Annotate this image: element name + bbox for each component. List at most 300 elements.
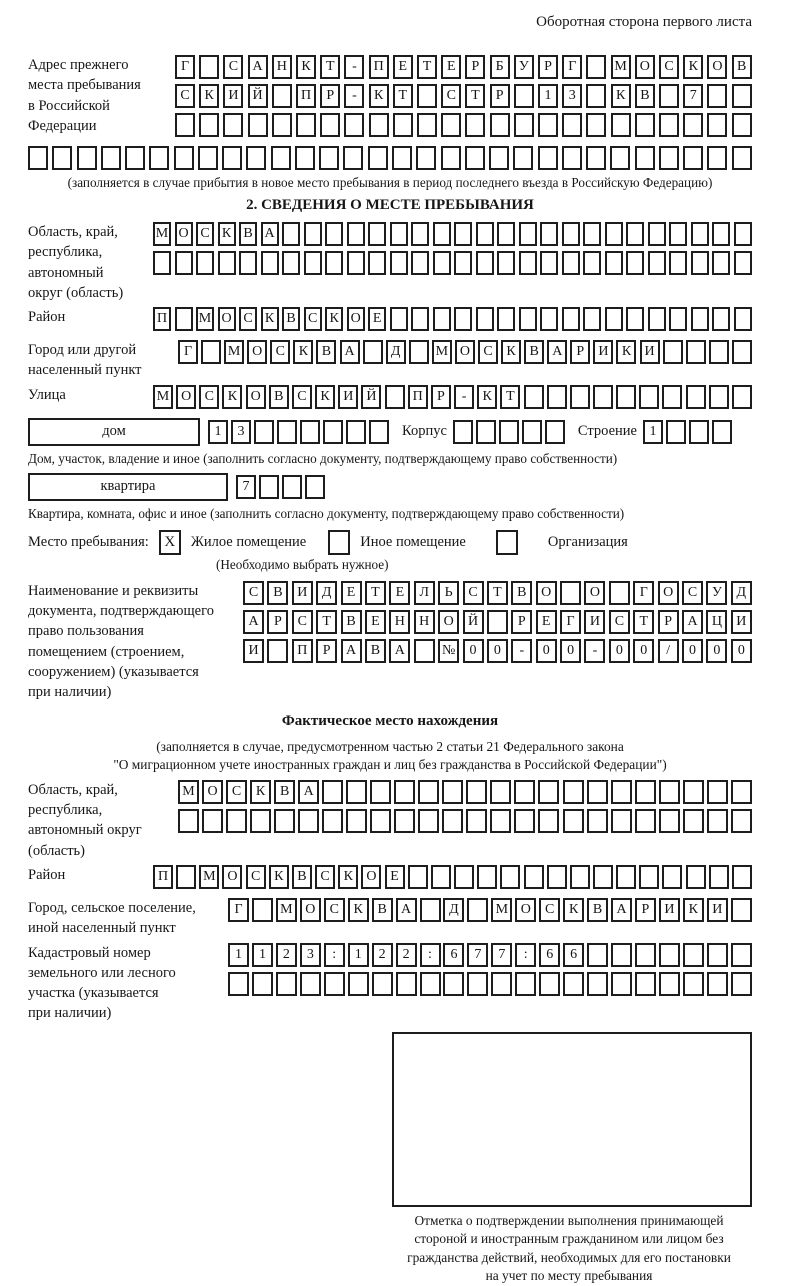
char-cell[interactable]: Н xyxy=(389,610,410,634)
char-cell[interactable] xyxy=(734,307,752,331)
char-cell[interactable]: Е xyxy=(393,55,413,79)
char-cell[interactable] xyxy=(514,84,534,108)
char-cell[interactable]: О xyxy=(175,222,193,246)
char-cell[interactable]: 1 xyxy=(252,943,273,967)
char-cell[interactable] xyxy=(562,307,580,331)
char-cell[interactable] xyxy=(476,222,494,246)
char-cell[interactable] xyxy=(611,809,632,833)
char-cell[interactable] xyxy=(586,113,606,137)
char-cell[interactable] xyxy=(198,146,218,170)
char-cell[interactable]: С xyxy=(609,610,630,634)
char-cell[interactable] xyxy=(586,55,606,79)
char-cell[interactable]: В xyxy=(292,865,312,889)
char-cell[interactable]: О xyxy=(218,307,236,331)
char-cell[interactable] xyxy=(524,865,544,889)
char-cell[interactable] xyxy=(325,251,343,275)
char-cell[interactable] xyxy=(324,972,345,996)
char-cell[interactable] xyxy=(414,639,435,663)
char-cell[interactable]: 0 xyxy=(682,639,703,663)
char-cell[interactable]: М xyxy=(153,222,171,246)
char-cell[interactable] xyxy=(490,809,511,833)
char-cell[interactable]: 0 xyxy=(609,639,630,663)
char-cell[interactable] xyxy=(267,639,288,663)
char-cell[interactable]: М xyxy=(491,898,512,922)
char-cell[interactable]: С xyxy=(199,385,219,409)
char-cell[interactable]: И xyxy=(593,340,613,364)
char-cell[interactable]: Р xyxy=(570,340,590,364)
char-cell[interactable]: 0 xyxy=(487,639,508,663)
char-cell[interactable] xyxy=(393,113,413,137)
char-cell[interactable] xyxy=(346,809,367,833)
char-cell[interactable] xyxy=(409,340,429,364)
char-cell[interactable] xyxy=(519,251,537,275)
char-cell[interactable]: К xyxy=(199,84,219,108)
char-cell[interactable] xyxy=(587,809,608,833)
residential-checkbox[interactable]: X xyxy=(159,530,181,555)
char-cell[interactable]: К xyxy=(616,340,636,364)
char-cell[interactable] xyxy=(522,420,542,444)
char-cell[interactable] xyxy=(454,222,472,246)
char-cell[interactable] xyxy=(372,972,393,996)
char-cell[interactable]: А xyxy=(547,340,567,364)
char-cell[interactable]: У xyxy=(514,55,534,79)
char-cell[interactable]: Л xyxy=(414,581,435,605)
char-cell[interactable]: П xyxy=(369,55,389,79)
char-cell[interactable] xyxy=(199,113,219,137)
char-cell[interactable]: О xyxy=(176,385,196,409)
char-cell[interactable]: А xyxy=(341,639,362,663)
char-cell[interactable] xyxy=(691,307,709,331)
char-cell[interactable] xyxy=(731,972,752,996)
char-cell[interactable] xyxy=(277,420,297,444)
char-cell[interactable]: К xyxy=(501,340,521,364)
char-cell[interactable] xyxy=(178,809,199,833)
char-cell[interactable] xyxy=(477,865,497,889)
char-cell[interactable] xyxy=(344,113,364,137)
char-cell[interactable] xyxy=(731,809,752,833)
char-cell[interactable]: С xyxy=(539,898,560,922)
char-cell[interactable] xyxy=(274,809,295,833)
char-cell[interactable] xyxy=(408,865,428,889)
char-cell[interactable]: В xyxy=(365,639,386,663)
char-cell[interactable] xyxy=(709,385,729,409)
char-cell[interactable]: Ц xyxy=(706,610,727,634)
char-cell[interactable] xyxy=(417,113,437,137)
char-cell[interactable] xyxy=(418,809,439,833)
char-cell[interactable]: М xyxy=(199,865,219,889)
char-cell[interactable]: Р xyxy=(538,55,558,79)
char-cell[interactable] xyxy=(648,307,666,331)
char-cell[interactable] xyxy=(662,865,682,889)
char-cell[interactable] xyxy=(305,475,325,499)
char-cell[interactable] xyxy=(538,146,558,170)
char-cell[interactable]: О xyxy=(361,865,381,889)
char-cell[interactable] xyxy=(454,251,472,275)
char-cell[interactable]: С xyxy=(292,385,312,409)
char-cell[interactable]: Г xyxy=(178,340,198,364)
char-cell[interactable] xyxy=(259,475,279,499)
char-cell[interactable] xyxy=(712,251,730,275)
char-cell[interactable]: 1 xyxy=(538,84,558,108)
char-cell[interactable] xyxy=(348,972,369,996)
char-cell[interactable]: № xyxy=(438,639,459,663)
char-cell[interactable] xyxy=(304,251,322,275)
char-cell[interactable] xyxy=(228,972,249,996)
char-cell[interactable] xyxy=(732,385,752,409)
char-cell[interactable] xyxy=(254,420,274,444)
char-cell[interactable]: О xyxy=(515,898,536,922)
char-cell[interactable]: А xyxy=(611,898,632,922)
char-cell[interactable]: Т xyxy=(500,385,520,409)
char-cell[interactable] xyxy=(271,146,291,170)
char-cell[interactable]: Т xyxy=(320,55,340,79)
char-cell[interactable] xyxy=(420,972,441,996)
char-cell[interactable] xyxy=(659,113,679,137)
char-cell[interactable]: К xyxy=(222,385,242,409)
char-cell[interactable] xyxy=(28,146,48,170)
char-cell[interactable]: И xyxy=(640,340,660,364)
char-cell[interactable] xyxy=(411,251,429,275)
char-cell[interactable] xyxy=(363,340,383,364)
char-cell[interactable] xyxy=(101,146,121,170)
char-cell[interactable] xyxy=(611,972,632,996)
char-cell[interactable] xyxy=(417,84,437,108)
char-cell[interactable] xyxy=(538,113,558,137)
char-cell[interactable] xyxy=(368,222,386,246)
char-cell[interactable]: Д xyxy=(316,581,337,605)
char-cell[interactable] xyxy=(323,420,343,444)
char-cell[interactable]: И xyxy=(731,610,752,634)
char-cell[interactable] xyxy=(443,972,464,996)
char-cell[interactable]: К xyxy=(325,307,343,331)
char-cell[interactable] xyxy=(500,865,520,889)
char-cell[interactable]: 6 xyxy=(443,943,464,967)
char-cell[interactable] xyxy=(663,340,683,364)
char-cell[interactable] xyxy=(272,84,292,108)
char-cell[interactable]: Е xyxy=(536,610,557,634)
char-cell[interactable] xyxy=(202,809,223,833)
char-cell[interactable]: О xyxy=(584,581,605,605)
char-cell[interactable] xyxy=(77,146,97,170)
char-cell[interactable] xyxy=(490,780,511,804)
char-cell[interactable]: С xyxy=(246,865,266,889)
char-cell[interactable] xyxy=(176,865,196,889)
char-cell[interactable]: А xyxy=(248,55,268,79)
char-cell[interactable]: М xyxy=(196,307,214,331)
char-cell[interactable] xyxy=(252,972,273,996)
char-cell[interactable]: Е xyxy=(441,55,461,79)
char-cell[interactable] xyxy=(626,222,644,246)
char-cell[interactable] xyxy=(442,780,463,804)
char-cell[interactable] xyxy=(611,943,632,967)
char-cell[interactable] xyxy=(570,865,590,889)
char-cell[interactable] xyxy=(491,972,512,996)
char-cell[interactable]: В xyxy=(524,340,544,364)
char-cell[interactable] xyxy=(712,307,730,331)
char-cell[interactable] xyxy=(282,475,302,499)
char-cell[interactable]: К xyxy=(269,865,289,889)
char-cell[interactable]: В xyxy=(274,780,295,804)
char-cell[interactable]: М xyxy=(224,340,244,364)
char-cell[interactable] xyxy=(431,865,451,889)
char-cell[interactable] xyxy=(639,385,659,409)
char-cell[interactable] xyxy=(562,113,582,137)
char-cell[interactable] xyxy=(196,251,214,275)
char-cell[interactable]: А xyxy=(261,222,279,246)
char-cell[interactable]: - xyxy=(344,55,364,79)
char-cell[interactable] xyxy=(563,972,584,996)
char-cell[interactable] xyxy=(441,113,461,137)
char-cell[interactable] xyxy=(635,972,656,996)
organization-checkbox[interactable] xyxy=(496,530,518,555)
char-cell[interactable]: - xyxy=(584,639,605,663)
char-cell[interactable]: С xyxy=(226,780,247,804)
char-cell[interactable]: О xyxy=(455,340,475,364)
char-cell[interactable] xyxy=(454,307,472,331)
char-cell[interactable] xyxy=(734,251,752,275)
char-cell[interactable] xyxy=(454,865,474,889)
char-cell[interactable]: 3 xyxy=(231,420,251,444)
char-cell[interactable] xyxy=(282,222,300,246)
char-cell[interactable]: П xyxy=(292,639,313,663)
char-cell[interactable] xyxy=(490,113,510,137)
char-cell[interactable]: П xyxy=(408,385,428,409)
char-cell[interactable]: 0 xyxy=(560,639,581,663)
char-cell[interactable] xyxy=(295,146,315,170)
char-cell[interactable] xyxy=(666,420,686,444)
char-cell[interactable]: В xyxy=(282,307,300,331)
char-cell[interactable] xyxy=(418,780,439,804)
char-cell[interactable]: 2 xyxy=(372,943,393,967)
char-cell[interactable]: 3 xyxy=(562,84,582,108)
char-cell[interactable] xyxy=(322,780,343,804)
char-cell[interactable] xyxy=(545,420,565,444)
char-cell[interactable]: А xyxy=(389,639,410,663)
char-cell[interactable]: Р xyxy=(490,84,510,108)
char-cell[interactable] xyxy=(731,898,752,922)
char-cell[interactable] xyxy=(497,307,515,331)
char-cell[interactable]: Р xyxy=(431,385,451,409)
char-cell[interactable] xyxy=(731,943,752,967)
char-cell[interactable] xyxy=(368,146,388,170)
char-cell[interactable] xyxy=(732,865,752,889)
char-cell[interactable] xyxy=(201,340,221,364)
char-cell[interactable] xyxy=(515,972,536,996)
char-cell[interactable] xyxy=(276,972,297,996)
char-cell[interactable] xyxy=(611,780,632,804)
char-cell[interactable] xyxy=(441,146,461,170)
char-cell[interactable]: К xyxy=(683,898,704,922)
char-cell[interactable] xyxy=(635,113,655,137)
char-cell[interactable] xyxy=(587,943,608,967)
char-cell[interactable] xyxy=(465,113,485,137)
char-cell[interactable]: К xyxy=(477,385,497,409)
char-cell[interactable] xyxy=(686,385,706,409)
char-cell[interactable]: О xyxy=(438,610,459,634)
char-cell[interactable]: Й xyxy=(361,385,381,409)
char-cell[interactable]: В xyxy=(511,581,532,605)
char-cell[interactable]: С xyxy=(223,55,243,79)
char-cell[interactable]: С xyxy=(196,222,214,246)
char-cell[interactable] xyxy=(250,809,271,833)
char-cell[interactable]: О xyxy=(536,581,557,605)
char-cell[interactable] xyxy=(593,385,613,409)
char-cell[interactable]: В xyxy=(341,610,362,634)
char-cell[interactable]: Р xyxy=(465,55,485,79)
char-cell[interactable] xyxy=(609,581,630,605)
char-cell[interactable] xyxy=(466,809,487,833)
char-cell[interactable]: Т xyxy=(487,581,508,605)
char-cell[interactable] xyxy=(659,943,680,967)
char-cell[interactable] xyxy=(369,420,389,444)
char-cell[interactable] xyxy=(586,84,606,108)
char-cell[interactable] xyxy=(175,251,193,275)
char-cell[interactable]: О xyxy=(246,385,266,409)
char-cell[interactable]: С xyxy=(682,581,703,605)
char-cell[interactable] xyxy=(487,610,508,634)
char-cell[interactable]: С xyxy=(659,55,679,79)
char-cell[interactable] xyxy=(611,113,631,137)
char-cell[interactable] xyxy=(626,251,644,275)
char-cell[interactable]: У xyxy=(706,581,727,605)
char-cell[interactable]: Е xyxy=(389,581,410,605)
char-cell[interactable] xyxy=(304,222,322,246)
char-cell[interactable] xyxy=(433,251,451,275)
char-cell[interactable] xyxy=(562,251,580,275)
char-cell[interactable]: А xyxy=(243,610,264,634)
char-cell[interactable]: К xyxy=(218,222,236,246)
char-cell[interactable]: Е xyxy=(341,581,362,605)
char-cell[interactable]: А xyxy=(340,340,360,364)
char-cell[interactable] xyxy=(686,340,706,364)
char-cell[interactable] xyxy=(199,55,219,79)
char-cell[interactable]: К xyxy=(563,898,584,922)
char-cell[interactable]: Д xyxy=(443,898,464,922)
char-cell[interactable]: Т xyxy=(633,610,654,634)
char-cell[interactable]: 7 xyxy=(491,943,512,967)
char-cell[interactable]: К xyxy=(611,84,631,108)
char-cell[interactable] xyxy=(648,251,666,275)
char-cell[interactable] xyxy=(635,146,655,170)
char-cell[interactable]: О xyxy=(247,340,267,364)
char-cell[interactable] xyxy=(416,146,436,170)
char-cell[interactable]: 1 xyxy=(643,420,663,444)
char-cell[interactable]: Н xyxy=(272,55,292,79)
char-cell[interactable] xyxy=(659,972,680,996)
char-cell[interactable]: М xyxy=(611,55,631,79)
char-cell[interactable]: Г xyxy=(175,55,195,79)
char-cell[interactable]: 2 xyxy=(396,943,417,967)
char-cell[interactable] xyxy=(514,809,535,833)
char-cell[interactable]: М xyxy=(178,780,199,804)
char-cell[interactable] xyxy=(52,146,72,170)
char-cell[interactable] xyxy=(370,780,391,804)
char-cell[interactable]: А xyxy=(396,898,417,922)
char-cell[interactable] xyxy=(411,307,429,331)
char-cell[interactable] xyxy=(712,420,732,444)
char-cell[interactable] xyxy=(226,809,247,833)
char-cell[interactable]: Д xyxy=(731,581,752,605)
char-cell[interactable]: Н xyxy=(414,610,435,634)
char-cell[interactable]: Е xyxy=(385,865,405,889)
char-cell[interactable]: С xyxy=(292,610,313,634)
char-cell[interactable]: К xyxy=(683,55,703,79)
char-cell[interactable] xyxy=(394,809,415,833)
char-cell[interactable]: / xyxy=(658,639,679,663)
char-cell[interactable]: И xyxy=(292,581,313,605)
char-cell[interactable] xyxy=(442,809,463,833)
char-cell[interactable]: О xyxy=(347,307,365,331)
char-cell[interactable] xyxy=(346,420,366,444)
char-cell[interactable]: К xyxy=(338,865,358,889)
char-cell[interactable]: И xyxy=(659,898,680,922)
char-cell[interactable]: Г xyxy=(562,55,582,79)
char-cell[interactable]: М xyxy=(276,898,297,922)
char-cell[interactable]: Т xyxy=(365,581,386,605)
char-cell[interactable] xyxy=(239,251,257,275)
char-cell[interactable] xyxy=(732,146,752,170)
char-cell[interactable]: 1 xyxy=(208,420,228,444)
char-cell[interactable] xyxy=(298,809,319,833)
char-cell[interactable] xyxy=(540,251,558,275)
char-cell[interactable] xyxy=(563,780,584,804)
char-cell[interactable] xyxy=(593,865,613,889)
char-cell[interactable] xyxy=(635,780,656,804)
char-cell[interactable] xyxy=(272,113,292,137)
char-cell[interactable]: 0 xyxy=(731,639,752,663)
char-cell[interactable] xyxy=(562,222,580,246)
char-cell[interactable] xyxy=(689,420,709,444)
char-cell[interactable] xyxy=(343,146,363,170)
char-cell[interactable]: С xyxy=(243,581,264,605)
char-cell[interactable]: С xyxy=(478,340,498,364)
char-cell[interactable]: С xyxy=(441,84,461,108)
char-cell[interactable]: Р xyxy=(267,610,288,634)
char-cell[interactable] xyxy=(489,146,509,170)
char-cell[interactable] xyxy=(149,146,169,170)
char-cell[interactable]: И xyxy=(223,84,243,108)
char-cell[interactable]: : xyxy=(515,943,536,967)
char-cell[interactable] xyxy=(385,385,405,409)
char-cell[interactable] xyxy=(392,146,412,170)
char-cell[interactable]: В xyxy=(316,340,336,364)
char-cell[interactable]: - xyxy=(344,84,364,108)
char-cell[interactable] xyxy=(712,222,730,246)
char-cell[interactable] xyxy=(390,251,408,275)
char-cell[interactable] xyxy=(261,251,279,275)
char-cell[interactable]: И xyxy=(243,639,264,663)
char-cell[interactable]: О xyxy=(635,55,655,79)
char-cell[interactable]: М xyxy=(432,340,452,364)
char-cell[interactable] xyxy=(731,780,752,804)
char-cell[interactable] xyxy=(691,251,709,275)
char-cell[interactable] xyxy=(587,780,608,804)
char-cell[interactable] xyxy=(248,113,268,137)
char-cell[interactable]: О xyxy=(202,780,223,804)
char-cell[interactable] xyxy=(707,972,728,996)
char-cell[interactable]: 2 xyxy=(276,943,297,967)
char-cell[interactable]: - xyxy=(454,385,474,409)
char-cell[interactable] xyxy=(707,943,728,967)
other-premises-checkbox[interactable] xyxy=(328,530,350,555)
char-cell[interactable]: 6 xyxy=(539,943,560,967)
char-cell[interactable] xyxy=(497,222,515,246)
char-cell[interactable] xyxy=(540,307,558,331)
char-cell[interactable] xyxy=(659,809,680,833)
char-cell[interactable]: Й xyxy=(248,84,268,108)
char-cell[interactable] xyxy=(514,113,534,137)
char-cell[interactable]: О xyxy=(658,581,679,605)
